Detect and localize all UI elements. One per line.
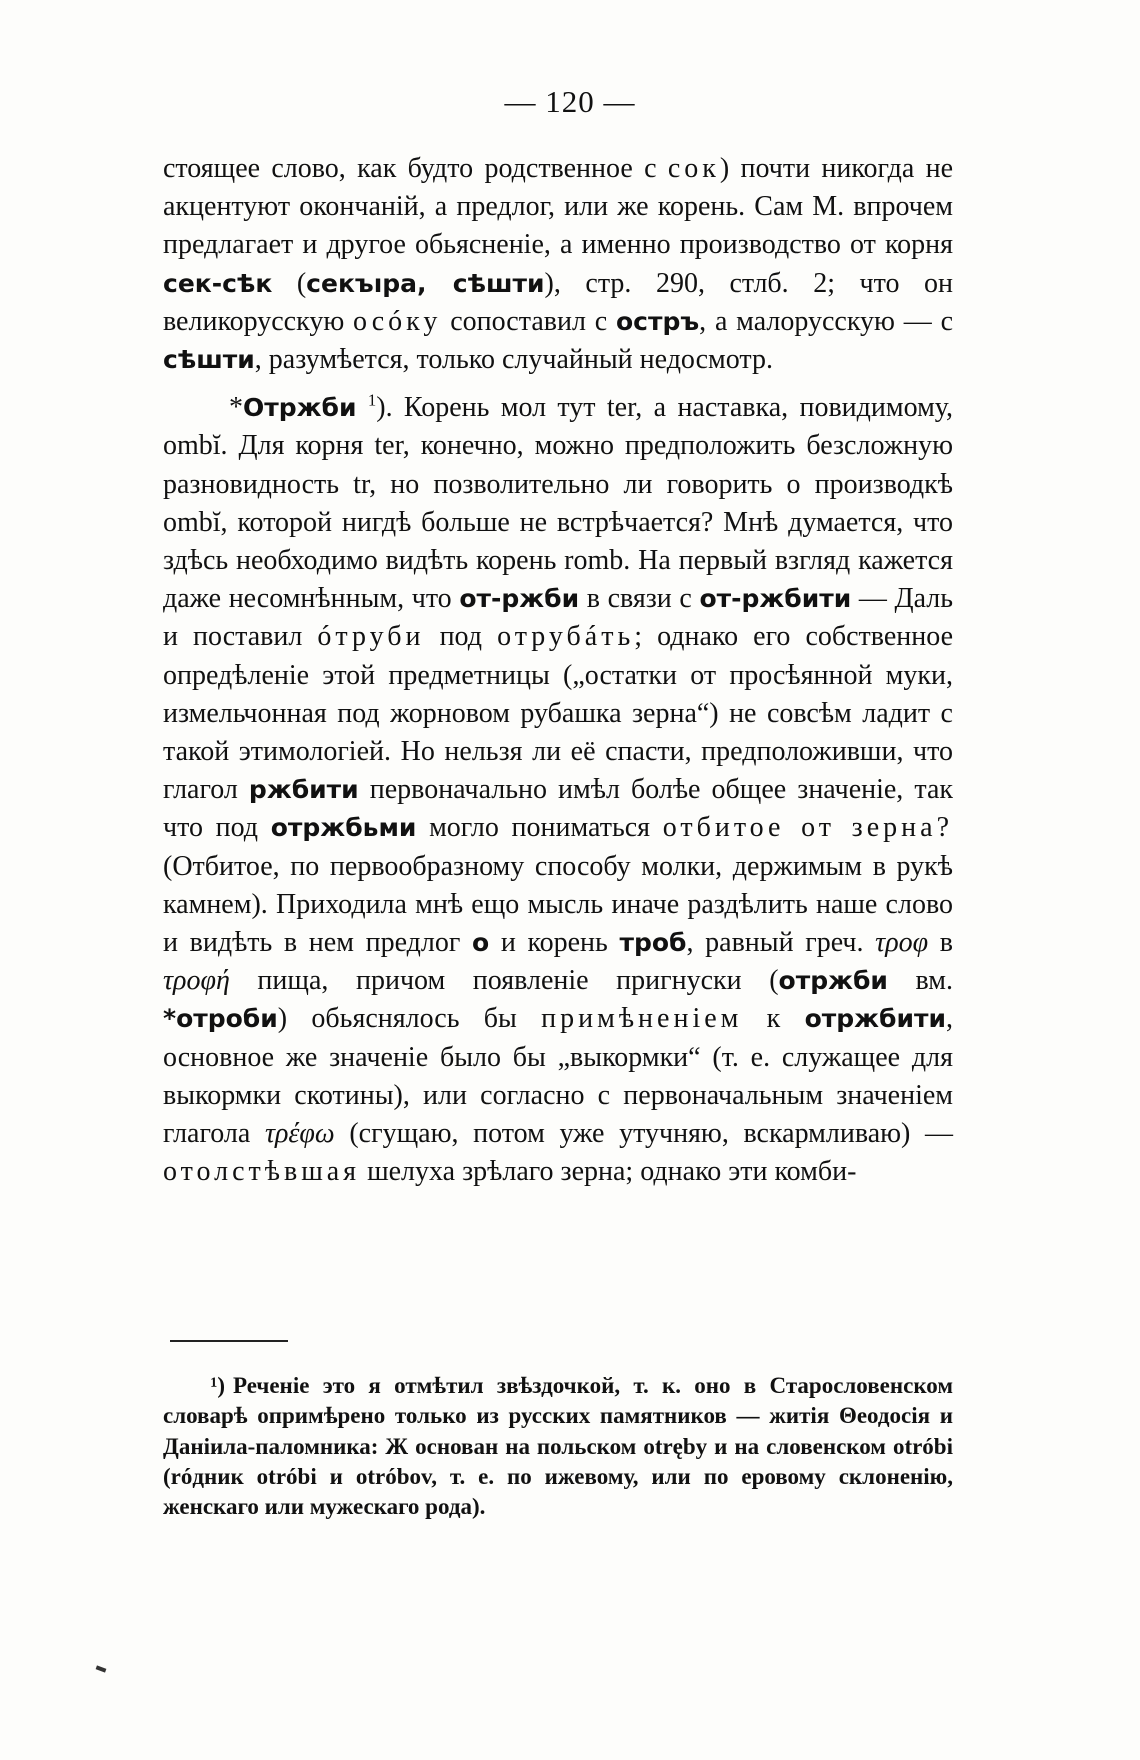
text-run: пища, причом появленіе пригнуски ( xyxy=(229,965,779,997)
text-run: ) обьяснялось бы xyxy=(277,1003,542,1035)
spaced-word: óтруби xyxy=(317,621,425,653)
text-run: первоначально имѣл болѣе общее значеніе, так что под xyxy=(163,774,953,844)
slavonic-word: отржби xyxy=(778,966,888,996)
text-run: (Отбитое, по первообразному способу молки, держимым в рукѣ камнем). Приходила мнѣ ещо мысль иначе раздѣлить наше слово и видѣть в нем предлог xyxy=(163,850,953,959)
slavonic-word: отржбити xyxy=(804,1004,947,1034)
spaced-word: сок xyxy=(667,153,720,184)
text-run: и корень xyxy=(489,927,620,959)
paragraph-entry-otrzhbi xyxy=(163,389,953,1191)
slavonic-word: отржбьми xyxy=(270,813,417,843)
greek-word: τρέφω xyxy=(264,1118,335,1150)
paragraph-continued xyxy=(163,150,953,379)
text-run: — Даль и поставил xyxy=(163,583,954,653)
text-run: вм. xyxy=(887,965,953,997)
text-run: ). Корень мол тут ter, а наставка, повидимому, ombĭ. Для корня ter, конечно, можно предположить безсложную разновидность tr, но позволительно ли говорить о производкѣ ombĭ, которой нигдѣ больше не встрѣчается? Мнѣ думается, что здѣсь необходимо видѣть корень romb. На первый взгляд кажется даже несомнѣнным, что xyxy=(163,392,953,615)
slavonic-word: ржбити xyxy=(248,775,359,805)
main-text xyxy=(163,150,953,1191)
slavonic-word: о xyxy=(471,928,490,958)
footnote-reference: 1 xyxy=(367,390,377,410)
text-run: , основное же значеніе было бы „выкормки“ (т. е. служащее для выкормки скотины), или согласно с первоначальным значеніем глагола xyxy=(163,1003,954,1150)
slavonic-word: *отроби xyxy=(163,1004,278,1034)
text-run: , разумѣется, только случайный недосмотр. xyxy=(254,344,773,376)
asterisk: * xyxy=(229,392,243,424)
spaced-word: отбитое от зерна? xyxy=(662,812,954,844)
text-run: ; однако его собственное опредѣленіе этой предметницы („остатки от просѣянной муки, измельчонная под жорновом рубашка зерна“) не совсѣм ладит с такой этимологіей. Но нельзя ли её спасти, предположивши, что глагол xyxy=(163,621,954,806)
text-run: под xyxy=(424,621,498,653)
slavonic-word: от-ржбити xyxy=(699,584,852,614)
slavonic-word: сѣшти xyxy=(163,345,255,375)
text-run: стоящее слово, как будто родственное с xyxy=(163,153,668,184)
greek-word: τροφ xyxy=(875,927,929,959)
spaced-word: осóку xyxy=(353,305,442,337)
text-run: к xyxy=(742,1003,805,1035)
spaced-word: отрубáть xyxy=(497,621,635,653)
text-run: в xyxy=(928,927,953,959)
text-run: шелуха зрѣлаго зерна; однако эти комби- xyxy=(360,1156,857,1188)
page-number: — 120 — xyxy=(504,84,636,119)
text-run: , а малорусскую — с xyxy=(699,305,954,337)
slavonic-word: остръ xyxy=(615,306,700,336)
slavonic-word: троб xyxy=(619,928,687,958)
footnote-text: Реченіе это я отмѣтил звѣздочкой, т. к. оно в Старословенском словарѣ опримѣрено только из русских памятников — житія Θеодосія и Даніила-паломника: Ж основан на польском otręby и на словенском otróbi (róдник otróbi и otróbov, т. е. по ижевому, или по еровому склоненію, женскаго или мужескаго рода). xyxy=(163,1373,953,1520)
scan-speck xyxy=(96,1665,107,1672)
greek-word: τροφή xyxy=(163,965,230,997)
text-run: ( xyxy=(272,267,307,299)
spaced-word: примѣненіем xyxy=(541,1003,743,1035)
text-run: ), стр. 290, стлб. 2; что он великорусскую xyxy=(163,267,953,337)
footnote-mark: ¹) xyxy=(210,1373,225,1398)
text-run: могло пониматься xyxy=(416,812,663,844)
text-run: (сгущаю, потом уже утучняю, вскармливаю) — xyxy=(334,1118,954,1150)
spaced-word: отолстѣвшая xyxy=(163,1156,361,1188)
footnote-divider xyxy=(170,1340,288,1342)
text-run: в связи с xyxy=(579,583,700,615)
entry-headword: Отржби xyxy=(243,393,357,423)
text-run: ) почти никогда не акцентуют окончаній, а предлог, или же корень. Сам М. впрочем предлагает и другое обьясненіе, а именно производство от корня xyxy=(163,153,953,261)
text-run: , равный греч. xyxy=(686,927,876,959)
slavonic-word: сек-сѣк xyxy=(163,268,273,298)
slavonic-word: от-ржби xyxy=(459,584,580,614)
slavonic-word: секъıра, сѣшти xyxy=(306,268,545,298)
footnote xyxy=(163,1371,953,1522)
text-run: сопоставил с xyxy=(441,305,616,337)
